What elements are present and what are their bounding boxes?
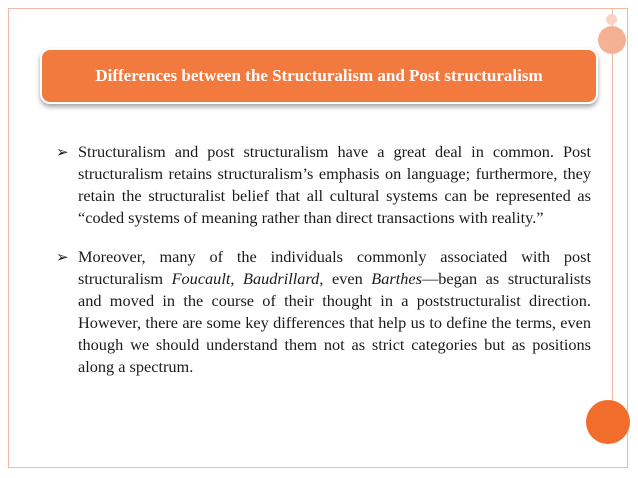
decor-circle-medium [598,26,626,54]
slide-content [56,141,591,395]
bullet-text: Structuralism and post structuralism have a great deal in common. Post structuralism retains structuralism’s emphasis on language; furthermore, they retain the structuralist belief that all cultural systems can be represented as “coded systems of meaning rather than direct transactions with reality.” [78,142,591,227]
name-foucault: Foucault [171,269,231,288]
bullet-text-segment: , [230,269,244,288]
vertical-rule [612,9,613,404]
bullet-item [56,141,591,229]
decor-circle-small [606,14,617,25]
name-barthes: Barthes [371,269,422,288]
arrow-bullet-icon: ➢ [56,143,69,161]
arrow-bullet-icon: ➢ [56,248,69,266]
bullet-item [56,246,591,378]
bullet-text-segment: Moreover, many of the individuals commonly associated with post structuralism [78,247,591,288]
slide-title: Differences between the Structuralism and Post structuralism [95,66,543,85]
title-bar [40,48,598,104]
bullet-text-segment: —began as structuralists and moved in the course of their thought in a poststructuralist direction. However, there are some key differences that help us to define the terms, even though we should understand them not as strict categories but as positions along a spectrum. [78,269,592,376]
decor-circle-large [586,400,630,444]
name-baudrillard: Baudrillard [243,269,320,288]
bullet-text-segment: , even [319,269,372,288]
